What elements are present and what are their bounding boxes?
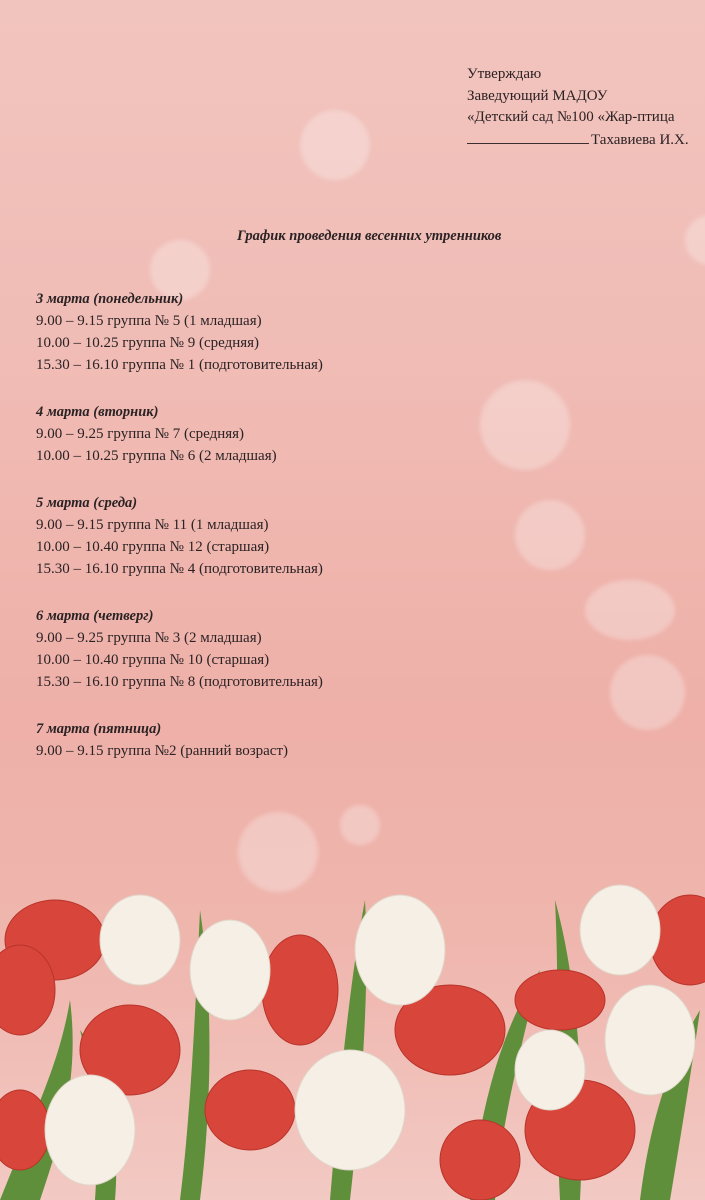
schedule-entry: 15.30 – 16.10 группа № 1 (подготовительная) bbox=[36, 357, 323, 373]
approval-line: Утверждаю bbox=[467, 66, 542, 82]
bokeh-light bbox=[585, 580, 675, 640]
schedule-entry: 9.00 – 9.15 группа № 5 (1 младшая) bbox=[36, 313, 262, 329]
schedule-entry: 15.30 – 16.10 группа № 4 (подготовительная) bbox=[36, 561, 323, 577]
approval-block bbox=[467, 64, 689, 151]
approval-organization: «Детский сад №100 «Жар-птица bbox=[467, 109, 675, 125]
schedule-entry: 9.00 – 9.15 группа № 11 (1 младшая) bbox=[36, 517, 269, 533]
bokeh-light bbox=[480, 380, 570, 470]
schedule-day bbox=[36, 605, 323, 693]
document-title: График проведения весенних утренников bbox=[237, 228, 502, 244]
bokeh-light bbox=[340, 805, 380, 845]
tulip-border-illustration bbox=[0, 880, 705, 1200]
signature-line bbox=[467, 129, 589, 144]
bokeh-light bbox=[610, 655, 685, 730]
schedule-entry: 15.30 – 16.10 группа № 8 (подготовительная) bbox=[36, 674, 323, 690]
schedule-day bbox=[36, 718, 323, 762]
schedule-entry: 9.00 – 9.25 группа № 7 (средняя) bbox=[36, 426, 245, 442]
schedule-entry: 9.00 – 9.15 группа №2 (ранний возраст) bbox=[36, 743, 289, 759]
schedule-entry: 10.00 – 10.25 группа № 6 (2 младшая) bbox=[36, 448, 277, 464]
bokeh-light bbox=[300, 110, 370, 180]
schedule bbox=[36, 288, 323, 787]
schedule-day bbox=[36, 492, 323, 580]
day-heading: 4 марта (вторник) bbox=[36, 404, 159, 420]
schedule-entry: 9.00 – 9.25 группа № 3 (2 младшая) bbox=[36, 630, 262, 646]
bokeh-light bbox=[515, 500, 585, 570]
schedule-day bbox=[36, 288, 323, 376]
day-heading: 6 марта (четверг) bbox=[36, 608, 154, 624]
schedule-entry: 10.00 – 10.25 группа № 9 (средняя) bbox=[36, 335, 260, 351]
approval-position: Заведующий МАДОУ bbox=[467, 87, 608, 104]
day-heading: 3 марта (понедельник) bbox=[36, 291, 184, 307]
approval-signer: Тахавиева И.Х. bbox=[591, 131, 689, 148]
day-heading: 5 марта (среда) bbox=[36, 495, 138, 511]
schedule-day bbox=[36, 401, 323, 467]
day-heading: 7 марта (пятница) bbox=[36, 721, 162, 737]
approval-signature-row bbox=[467, 129, 689, 152]
schedule-entry: 10.00 – 10.40 группа № 12 (старшая) bbox=[36, 539, 270, 555]
schedule-entry: 10.00 – 10.40 группа № 10 (старшая) bbox=[36, 652, 270, 668]
bokeh-light bbox=[685, 215, 705, 265]
